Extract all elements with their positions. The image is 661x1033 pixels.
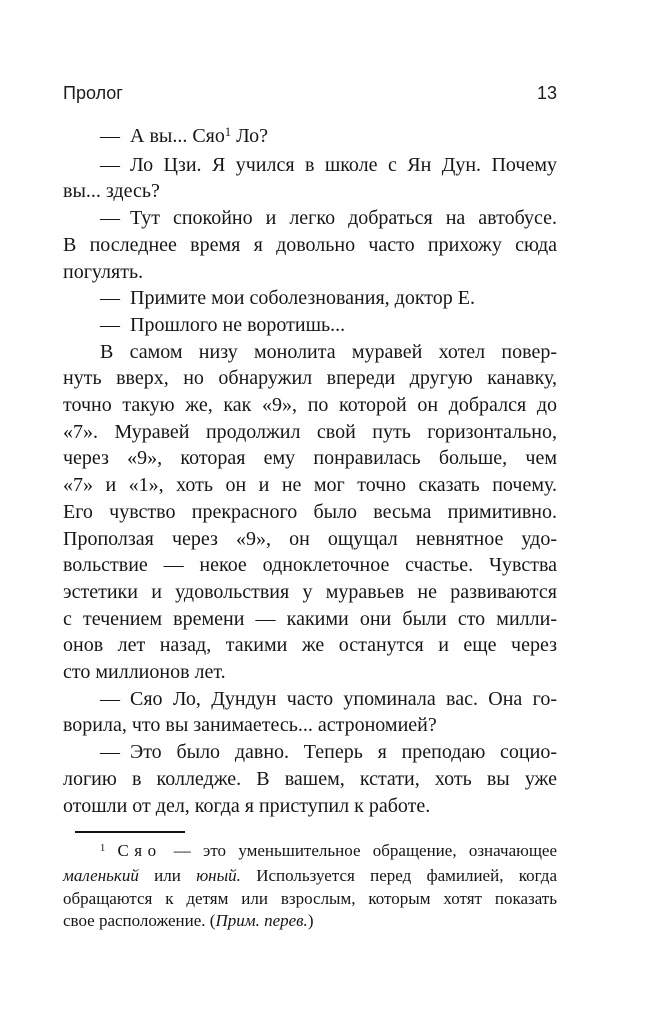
text-run: — Ло Цзи. Я учился в школе с Ян Дун. Почему [100, 153, 557, 176]
text-line [63, 285, 557, 312]
text-run: — Прошлого не воротишь... [100, 313, 346, 336]
text-run: вы... здесь? [63, 180, 160, 203]
text-line [63, 312, 557, 339]
text-line [63, 526, 557, 553]
text-line [63, 793, 557, 820]
footnote-text [63, 840, 557, 933]
text-line [63, 606, 557, 633]
text-line [63, 910, 557, 932]
text-run: эстетики и удовольствия у муравьев не развиваются [63, 580, 557, 603]
text-line [63, 152, 557, 179]
text-line [63, 178, 557, 205]
text-run: или [138, 866, 197, 886]
text-run: обращаются к детям или взрослым, которым хотят показать [63, 888, 557, 908]
text-run: — Сяо Ло, Дундун часто упоминала вас. Она го- [100, 687, 557, 710]
text-run: В самом низу монолита муравей хотел повер- [100, 340, 557, 363]
text-run: Ло? [231, 125, 269, 147]
text-line [63, 392, 557, 419]
text-line [63, 259, 557, 286]
text-line [63, 445, 557, 472]
text-run: вольствие — некое одноклеточное счастье. Чувства [63, 554, 557, 577]
text-run: логию в колледже. В вашем, кстати, хоть вы уже [63, 767, 557, 790]
chapter-title: Пролог [63, 83, 123, 103]
text-run: ворила, что вы занимаетесь... астрономией? [63, 714, 437, 737]
text-line [63, 739, 557, 766]
footnote-rule [75, 831, 185, 833]
text-line [63, 419, 557, 446]
text-line [63, 888, 557, 910]
text-line [63, 766, 557, 793]
text-line [63, 339, 557, 366]
text-run: юный. [196, 866, 241, 886]
text-run: 1 [224, 125, 232, 140]
text-line [63, 712, 557, 739]
text-run: «7» и «1», хоть он и не мог точно сказать почему. [63, 474, 557, 497]
text-run: 1 [100, 843, 106, 855]
body-text [63, 123, 557, 819]
text-run: онов лет назад, такими же останутся и еще через [63, 634, 557, 657]
text-run: — Это было давно. Теперь я преподаю социо- [100, 741, 557, 764]
text-line [63, 659, 557, 686]
text-run: через «9», которая ему понравилась больше, чем [63, 447, 557, 470]
text-line [63, 686, 557, 713]
text-run: Используется перед фамилией, когда [240, 866, 557, 886]
text-run: — это уменьшительное обращение, означающее [161, 841, 557, 860]
text-run: сто миллионов лет. [63, 661, 226, 684]
text-run: свое расположение. ( [63, 911, 216, 931]
text-line [63, 632, 557, 659]
text-run: точно такую же, как «9», по которой он добрался до [63, 394, 557, 417]
text-run: В последнее время я довольно часто прихожу сюда [63, 233, 557, 256]
text-run: — Примите мои соболезнования, доктор Е. [100, 287, 475, 310]
footnote [63, 831, 557, 933]
text-run: ) [307, 911, 314, 931]
text-run: «7». Муравей продолжил свой путь горизонтально, [63, 420, 557, 443]
text-run: — Тут спокойно и легко добраться на автобусе. [100, 207, 557, 230]
text-line [63, 205, 557, 232]
text-run: отошли от дел, когда я приступил к работе. [63, 794, 431, 817]
text-line [63, 865, 557, 887]
text-run: Его чувство прекрасного было весьма примитивно. [63, 500, 557, 523]
text-run: — А вы... Сяо [100, 125, 225, 147]
text-line [63, 123, 557, 152]
text-line [63, 840, 557, 865]
text-run: Сяо [117, 841, 162, 860]
text-line [63, 232, 557, 259]
text-run: нуть вверх, но обнаружил впереди другую канавку, [63, 367, 557, 390]
text-line [63, 472, 557, 499]
text-line [63, 579, 557, 606]
text-line [63, 552, 557, 579]
text-line [63, 499, 557, 526]
text-line [63, 365, 557, 392]
text-run: Проползая через «9», он ощущал невнятное удо- [63, 527, 557, 550]
text-run: погулять. [63, 260, 144, 283]
text-run: с течением времени — какими они были сто милли- [63, 607, 557, 630]
text-run: маленький [63, 866, 139, 886]
text-run: Прим. перев. [215, 911, 308, 931]
running-head [63, 83, 557, 103]
page-number: 13 [536, 83, 557, 103]
text-run [105, 841, 117, 860]
